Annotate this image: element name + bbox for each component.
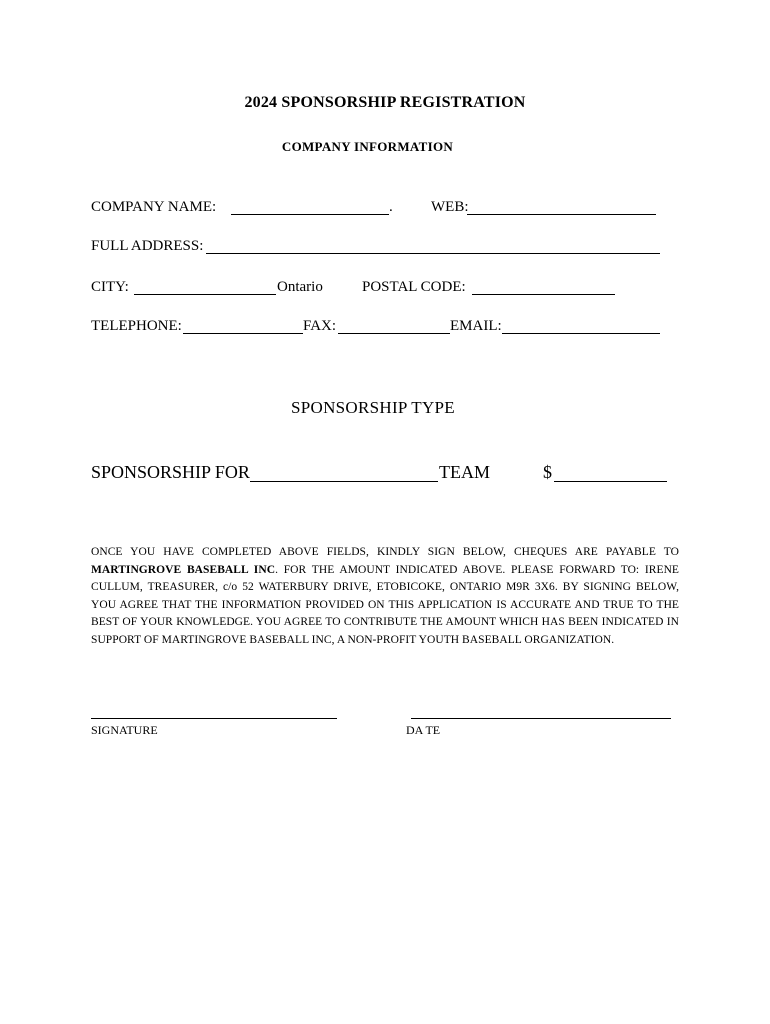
- fax-label: FAX:: [303, 318, 337, 334]
- notice-org-name: MARTINGROVE BASEBALL INC: [91, 563, 276, 576]
- postal-code-label: POSTAL CODE:: [362, 279, 466, 295]
- telephone-label: TELEPHONE:: [91, 318, 182, 334]
- city-field[interactable]: [134, 280, 276, 295]
- email-label: EMAIL:: [450, 318, 502, 334]
- page-title: 2024 SPONSORSHIP REGISTRATION: [244, 94, 526, 111]
- email-field[interactable]: [502, 319, 660, 334]
- section-subtitle-company-information: COMPANY INFORMATION: [281, 139, 454, 154]
- fax-field[interactable]: [338, 319, 450, 334]
- full-address-label: FULL ADDRESS:: [91, 238, 204, 254]
- company-name-suffix: .: [389, 199, 393, 215]
- notice-paragraph: [91, 544, 679, 650]
- company-name-label: COMPANY NAME:: [91, 199, 217, 215]
- sponsorship-type-heading: SPONSORSHIP TYPE: [291, 398, 455, 417]
- web-label: WEB:: [431, 199, 469, 215]
- sponsorship-team-field[interactable]: [250, 465, 438, 482]
- date-label: DA TE: [406, 723, 441, 737]
- signature-label: SIGNATURE: [91, 723, 158, 737]
- web-field[interactable]: [467, 200, 656, 215]
- city-province-text: Ontario: [277, 279, 323, 295]
- postal-code-field[interactable]: [472, 280, 615, 295]
- full-address-field[interactable]: [206, 239, 660, 254]
- city-label: CITY:: [91, 279, 129, 295]
- telephone-field[interactable]: [183, 319, 303, 334]
- signature-line[interactable]: [91, 718, 337, 719]
- dollar-sign: $: [543, 462, 552, 482]
- notice-text-after: . FOR THE AMOUNT INDICATED ABOVE. PLEASE FORWARD TO: IRENE CULLUM, TREASURER, c/o 52 WATERBURY DRIVE, ETOBICOKE, ONTARIO M9R 3X6. BY SIGNING BELOW, YOU AGREE THAT THE INFORMATION PROVIDED ON THIS APPLICATION IS ACCURATE AND TRUE TO THE BEST OF YOUR KNOWLEDGE. YOU AGREE TO CONTRIBUTE THE AMOUNT WHICH HAS BEEN INDICATED IN SUPPORT OF MARTINGROVE BASEBALL INC, A NON-PROFIT YOUTH BASEBALL ORGANIZATION.: [91, 563, 679, 646]
- notice-text-before: ONCE YOU HAVE COMPLETED ABOVE FIELDS, KINDLY SIGN BELOW, CHEQUES ARE PAYABLE TO: [91, 546, 679, 558]
- sponsorship-amount-field[interactable]: [554, 465, 667, 482]
- team-label: TEAM: [439, 462, 490, 482]
- sponsorship-for-label: SPONSORSHIP FOR: [91, 462, 250, 482]
- date-line[interactable]: [411, 718, 671, 719]
- company-name-field[interactable]: [231, 200, 389, 215]
